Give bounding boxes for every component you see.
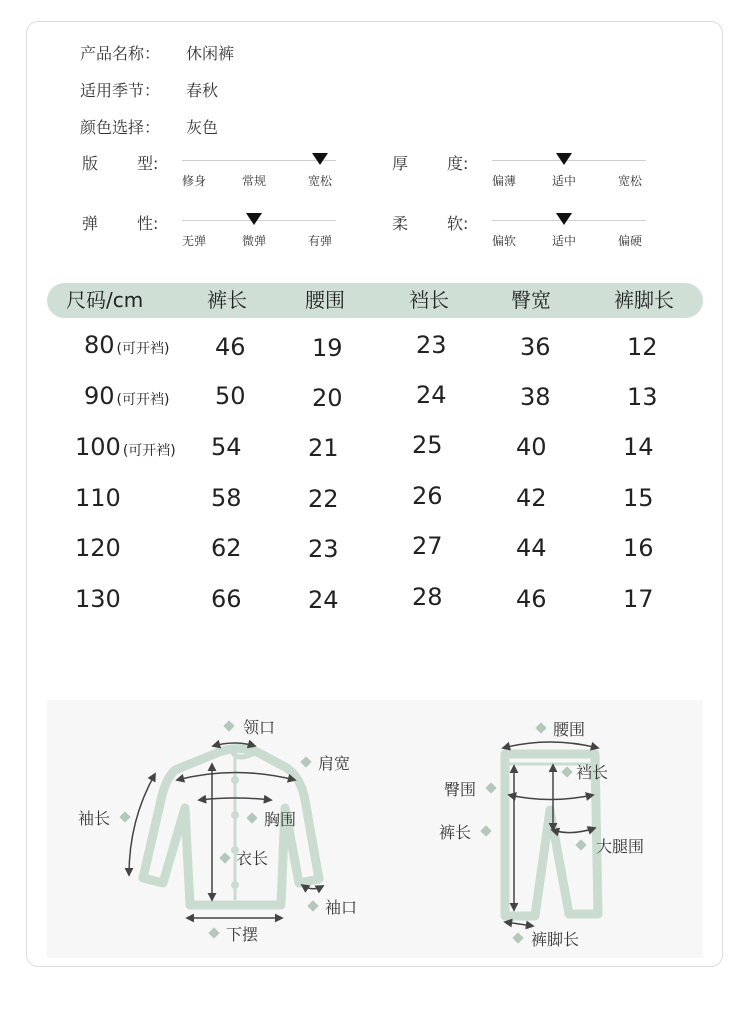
header-waist: 腰围	[305, 288, 345, 312]
elasticity-option: 无弹	[182, 234, 207, 248]
color-row	[80, 115, 218, 138]
value-cell: 12	[627, 333, 658, 361]
table-row	[0, 381, 750, 421]
length-label: 衣长	[236, 849, 269, 868]
measurement-illustration	[47, 700, 703, 958]
value-cell: 27	[412, 532, 443, 560]
value-cell: 40	[516, 433, 547, 461]
size-table-header	[47, 283, 703, 318]
waist-label: 腰围	[553, 720, 586, 739]
cuff-label: 袖口	[325, 898, 358, 917]
table-row	[0, 482, 750, 522]
value-cell: 13	[627, 383, 658, 411]
softness-option: 偏硬	[618, 234, 643, 248]
sleeve-label: 袖长	[78, 809, 111, 828]
value-cell: 62	[211, 534, 242, 562]
size-cell: 110	[75, 484, 121, 512]
elasticity-option: 微弹	[242, 234, 267, 248]
value-cell: 54	[211, 433, 242, 461]
rise-label: 裆长	[576, 763, 609, 782]
thickness-marker	[556, 153, 572, 165]
elasticity-label: 弹 性:	[82, 214, 159, 233]
value-cell: 20	[312, 384, 343, 412]
product-name-value: 休闲裤	[186, 44, 235, 63]
value-cell: 28	[412, 583, 443, 611]
thickness-option: 适中	[552, 174, 577, 188]
header-rise: 裆长	[409, 288, 449, 312]
product-name-row	[80, 41, 234, 64]
value-cell: 14	[623, 433, 654, 461]
value-cell: 50	[215, 382, 246, 410]
size-cell: 90 (可开裆)	[84, 382, 170, 410]
thickness-option: 宽松	[618, 174, 643, 188]
fit-option: 宽松	[308, 174, 333, 188]
value-cell: 23	[416, 331, 447, 359]
leg-opening-label: 裤脚长	[531, 930, 580, 949]
value-cell: 36	[520, 333, 551, 361]
hem-label: 下摆	[226, 925, 259, 944]
value-cell: 19	[312, 334, 343, 362]
season-value: 春秋	[186, 81, 219, 100]
value-cell: 46	[215, 333, 246, 361]
elasticity-marker	[246, 213, 262, 225]
header-size: 尺码/cm	[66, 288, 144, 312]
size-cell: 130	[75, 585, 121, 613]
fit-option: 修身	[182, 174, 207, 188]
softness-marker	[556, 213, 572, 225]
value-cell: 46	[516, 585, 547, 613]
table-row	[0, 431, 750, 471]
table-row	[0, 331, 750, 371]
value-cell: 44	[516, 534, 547, 562]
value-cell: 22	[308, 485, 339, 513]
thickness-scale	[492, 160, 646, 200]
color-label: 颜色选择：	[80, 118, 161, 137]
value-cell: 25	[412, 431, 443, 459]
season-label: 适用季节：	[80, 81, 161, 100]
fit-marker	[312, 153, 328, 165]
season-row	[80, 78, 218, 101]
value-cell: 58	[211, 484, 242, 512]
value-cell: 38	[520, 383, 551, 411]
chest-label: 胸围	[264, 810, 297, 829]
header-pants-length: 裤长	[207, 288, 247, 312]
softness-label: 柔 软:	[392, 214, 469, 233]
pants-length-label: 裤长	[439, 823, 472, 842]
value-cell: 21	[308, 434, 339, 462]
value-cell: 24	[416, 381, 447, 409]
value-cell: 26	[412, 482, 443, 510]
size-cell: 80 (可开裆)	[84, 331, 170, 359]
product-name-label: 产品名称：	[80, 44, 161, 63]
value-cell: 15	[623, 484, 654, 512]
shoulder-label: 肩宽	[318, 754, 351, 773]
value-cell: 42	[516, 484, 547, 512]
thickness-label: 厚 度:	[392, 154, 469, 173]
elasticity-scale	[182, 220, 336, 260]
header-leg-opening: 裤脚长	[614, 288, 674, 312]
elasticity-option: 有弹	[308, 234, 333, 248]
softness-option: 偏软	[492, 234, 517, 248]
fit-label: 版 型:	[82, 154, 159, 173]
size-cell: 120	[75, 534, 121, 562]
value-cell: 66	[211, 585, 242, 613]
measurement-diagram	[47, 700, 703, 958]
table-row	[0, 583, 750, 623]
softness-scale	[492, 220, 646, 260]
color-value: 灰色	[186, 118, 219, 137]
thickness-option: 偏薄	[492, 174, 517, 188]
header-hip: 臀宽	[511, 288, 551, 312]
softness-option: 适中	[552, 234, 577, 248]
fit-option: 常规	[242, 174, 267, 188]
size-cell: 100 (可开裆)	[75, 433, 176, 461]
table-row	[0, 532, 750, 572]
thigh-label: 大腿围	[596, 837, 645, 856]
value-cell: 17	[623, 585, 654, 613]
hip-label: 臀围	[444, 780, 477, 799]
collar-label: 领口	[243, 718, 276, 737]
value-cell: 23	[308, 535, 339, 563]
value-cell: 16	[623, 534, 654, 562]
value-cell: 24	[308, 586, 339, 614]
fit-scale	[182, 160, 336, 200]
